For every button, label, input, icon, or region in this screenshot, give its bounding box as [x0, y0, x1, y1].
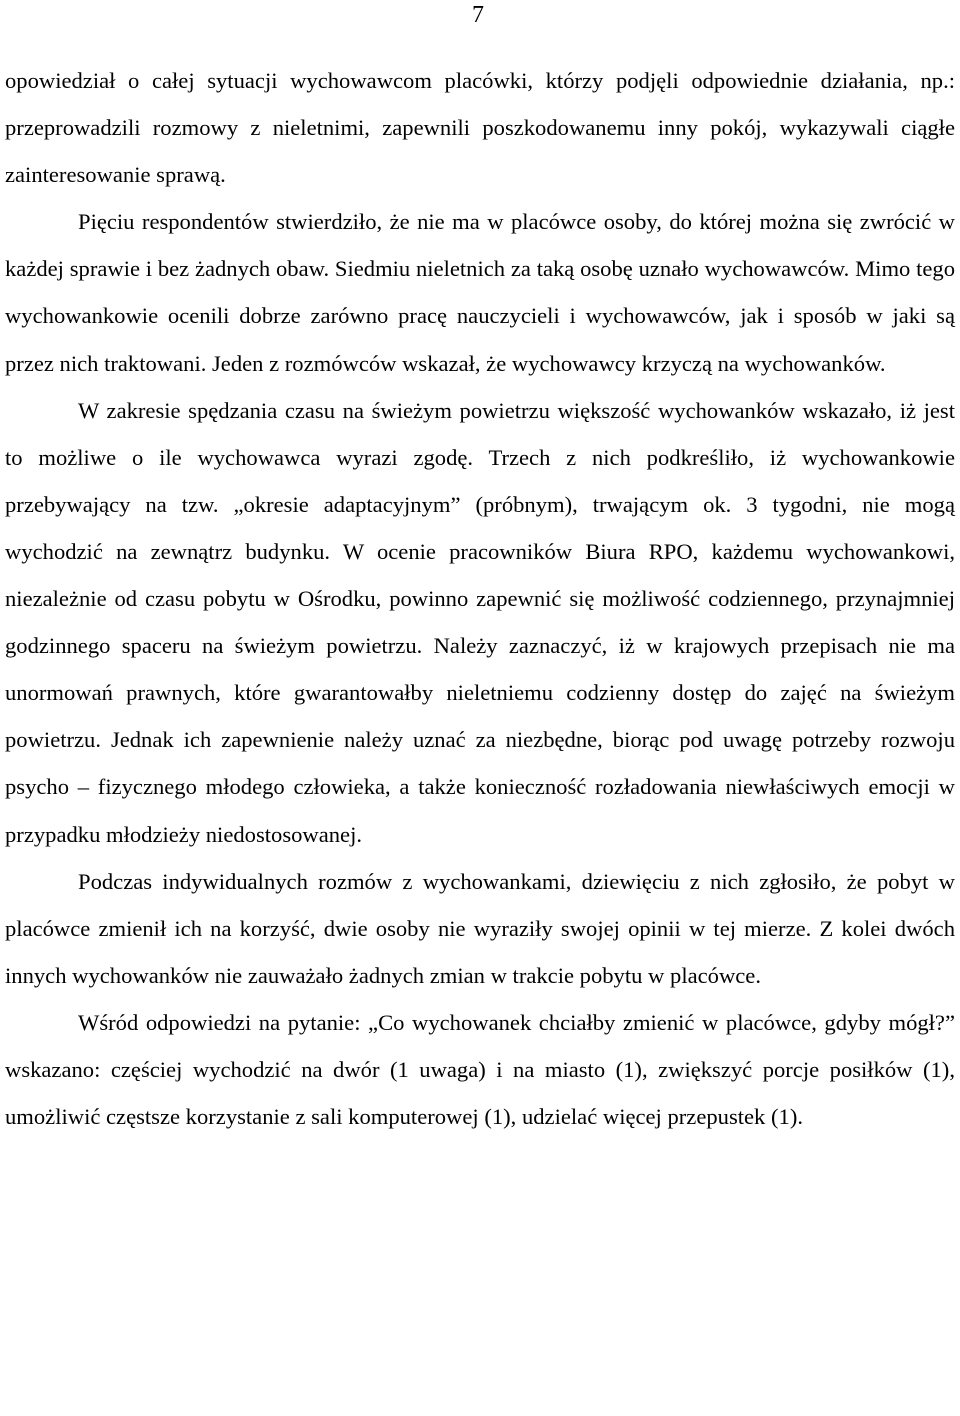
document-body [5, 57, 955, 1140]
paragraph-answers: Wśród odpowiedzi na pytanie: „Co wychowanek chciałby zmienić w placówce, gdyby mógł?” wskazano: częściej wychodzić na dwór (1 uwaga) i na miasto (1), zwiększyć porcje posiłków (1), umożliwić częstsze korzystanie z sali komputerowej (1), udzielać więcej przepustek (1). [5, 1009, 955, 1130]
paragraph-respondents: Pięciu respondentów stwierdziło, że nie ma w placówce osoby, do której można się zwrócić w każdej sprawie i bez żadnych obaw. Siedmiu nieletnich za taką osobę uznało wychowawców. Mimo tego wychowankowie ocenili dobrze zarówno pracę nauczycieli i wychowawców, jak i sposób w jaki są przez nich traktowani. Jeden z rozmówców wskazał, że wychowawcy krzyczą na wychowanków. [5, 209, 955, 376]
paragraph-continuation: opowiedział o całej sytuacji wychowawcom placówki, którzy podjęli odpowiednie działania, np.: przeprowadzili rozmowy z nieletnimi, zapewnili poszkodowanemu inny pokój, wykazywali ciągłe zainteresowanie sprawą. [5, 68, 955, 188]
page-number: 7 [472, 2, 484, 28]
paragraph-interviews: Podczas indywidualnych rozmów z wychowankami, dziewięciu z nich zgłosiło, że pobyt w placówce zmienił ich na korzyść, dwie osoby nie wyraziły swojej opinii w tej mierze. Z kolei dwóch innych wychowanków nie zauważało żadnych zmian w trakcie pobytu w placówce. [5, 868, 955, 988]
paragraph-fresh-air: W zakresie spędzania czasu na świeżym powietrzu większość wychowanków wskazało, iż jest to możliwe o ile wychowawca wyrazi zgodę. Trzech z nich podkreśliło, iż wychowankowie przebywający na tzw. „okresie adaptacyjnym” (próbnym), trwającym ok. 3 tygodni, nie mogą wychodzić na zewnątrz budynku. W ocenie pracowników Biura RPO, każdemu wychowankowi, niezależnie od czasu pobytu w Ośrodku, powinno zapewnić się możliwość codziennego, przynajmniej godzinnego spaceru na świeżym powietrzu. Należy zaznaczyć, iż w krajowych przepisach nie ma unormowań prawnych, które gwarantowałby nieletniemu codzienny dostęp do zajęć na świeżym powietrzu. Jednak ich zapewnienie należy uznać za niezbędne, biorąc pod uwagę potrzeby rozwoju psycho – fizycznego młodego człowieka, a także konieczność rozładowania niewłaściwych emocji w przypadku młodzieży niedostosowanej. [5, 397, 955, 847]
